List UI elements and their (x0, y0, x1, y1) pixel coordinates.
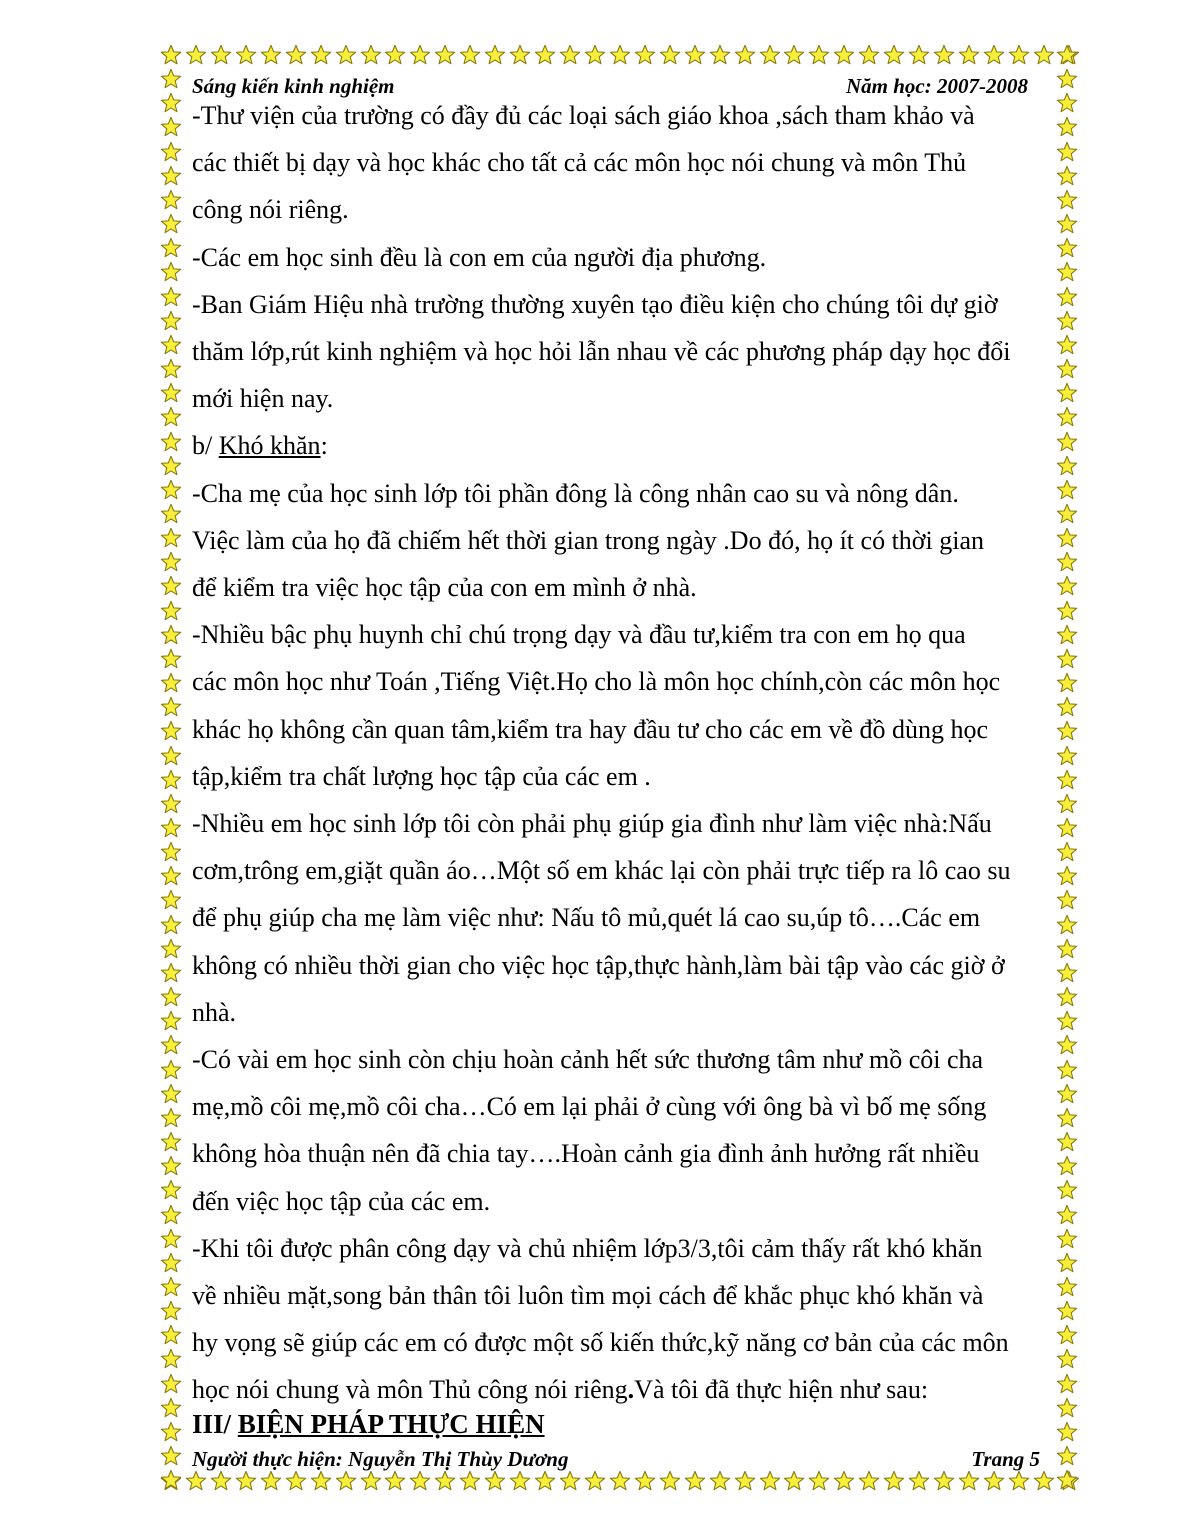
star-icon (983, 44, 1005, 66)
star-icon (160, 986, 182, 1008)
star-icon (160, 841, 182, 863)
star-icon (659, 44, 681, 66)
star-icon (160, 44, 182, 66)
text-line: -Có vài em học sinh còn chịu hoàn cảnh hết sức thương tâm như mồ côi cha (192, 1045, 984, 1075)
star-icon (160, 745, 182, 767)
star-icon (1056, 1445, 1078, 1467)
star-icon (160, 1421, 182, 1443)
star-icon (260, 44, 282, 66)
star-icon (684, 44, 706, 66)
text-line: -Cha mẹ của học sinh lớp tôi phần đông là công nhân cao su và nông dân. (192, 478, 959, 508)
star-icon (958, 44, 980, 66)
star-icon (160, 1373, 182, 1395)
star-icon (634, 44, 656, 66)
star-icon (160, 165, 182, 187)
star-icon (160, 1059, 182, 1081)
star-icon (160, 962, 182, 984)
text-line: đến việc học tập của các em. (192, 1186, 491, 1216)
star-icon (160, 551, 182, 573)
star-icon (160, 1348, 182, 1370)
star-icon (709, 44, 731, 66)
paragraph-block-advantages (192, 92, 1062, 422)
star-icon (160, 817, 182, 839)
star-icon (160, 865, 182, 887)
star-icon (160, 1397, 182, 1419)
star-icon (609, 44, 631, 66)
star-icon (1008, 44, 1030, 66)
text-line: để phụ giúp cha mẹ làm việc như: Nấu tô mủ,quét lá cao su,úp tô….Các em (192, 903, 981, 933)
text-line: cơm,trông em,giặt quần áo…Một số em khác lại còn phải trực tiếp ra lô cao su (192, 856, 1011, 886)
text-line: -Khi tôi được phân công dạy và chủ nhiệm lớp3/3,tôi cảm thấy rất khó khăn (192, 1233, 983, 1263)
star-icon (734, 44, 756, 66)
star-icon (160, 793, 182, 815)
star-icon (160, 648, 182, 670)
star-icon (459, 44, 481, 66)
star-icon (235, 44, 257, 66)
star-icon (160, 1445, 182, 1467)
star-icon (160, 141, 182, 163)
text-line: mới hiện nay. (192, 384, 334, 414)
section-title: BIỆN PHÁP THỰC HIỆN (237, 1409, 545, 1439)
subheading-label: Khó khăn (218, 431, 321, 461)
star-icon (160, 600, 182, 622)
paragraph-block-difficulties (192, 470, 1062, 1414)
star-icon (1033, 44, 1055, 66)
star-icon (759, 44, 781, 66)
star-icon (160, 116, 182, 138)
star-icon (160, 914, 182, 936)
star-icon (160, 1252, 182, 1274)
text-line: nhà. (192, 997, 237, 1027)
star-icon (808, 44, 830, 66)
star-icon (160, 286, 182, 308)
star-icon (559, 44, 581, 66)
star-icon (335, 44, 357, 66)
star-icon (160, 1276, 182, 1298)
text-line: -Thư viện của trường có đầy đủ các loại sách giáo khoa ,sách tham khảo và (192, 101, 975, 130)
star-icon (160, 1107, 182, 1129)
star-icon (160, 672, 182, 694)
star-icon (160, 1204, 182, 1226)
star-icon (160, 1010, 182, 1032)
star-icon (160, 624, 182, 646)
document-body (192, 92, 1062, 1414)
star-icon (484, 44, 506, 66)
subheading-difficulties: b/ Khó khăn: (192, 431, 328, 461)
text-line: khác họ không cần quan tâm,kiểm tra hay đầu tư cho các em về đồ dùng học (192, 714, 988, 744)
star-icon (160, 575, 182, 597)
star-icon (160, 1083, 182, 1105)
star-icon (409, 44, 431, 66)
star-icon (783, 44, 805, 66)
text-line: các môn học như Toán ,Tiếng Việt.Họ cho là môn học chính,còn các môn học (192, 667, 1001, 697)
star-icon (160, 431, 182, 453)
star-icon (933, 44, 955, 66)
text-line: các thiết bị dạy và học khác cho tất cả các môn học nói chung và môn Thủ (192, 148, 967, 178)
star-border-left (160, 44, 186, 1492)
star-icon (160, 358, 182, 380)
star-icon (160, 237, 182, 259)
star-icon (160, 1300, 182, 1322)
star-icon (160, 189, 182, 211)
text-line: hy vọng sẽ giúp các em có được một số kiến thức,kỹ năng cơ bản của các môn (192, 1328, 1009, 1358)
text-line: không có nhiều thời gian cho việc học tập,thực hành,làm bài tập vào các giờ ở (192, 950, 1005, 980)
star-icon (160, 938, 182, 960)
star-icon (360, 44, 382, 66)
section-heading: III/ BIỆN PHÁP THỰC HIỆN (192, 1409, 545, 1439)
star-icon (160, 261, 182, 283)
text-line: không hòa thuận nên đã chia tay….Hoàn cảnh gia đình ảnh hưởng rất nhiều (192, 1139, 980, 1169)
star-icon (1056, 1469, 1078, 1491)
star-icon (160, 503, 182, 525)
star-icon (160, 92, 182, 114)
star-border-top (160, 44, 1080, 70)
text-line: tập,kiểm tra chất lượng học tập của các em . (192, 761, 651, 791)
star-icon (434, 44, 456, 66)
text-line: về nhiều mặt,song bản thân tôi luôn tìm mọi cách để khắc phục khó khăn và (192, 1281, 984, 1311)
header-title: Sáng kiến kinh nghiệm (192, 73, 395, 98)
text-line: -Nhiều bậc phụ huynh chỉ chú trọng dạy và đầu tư,kiểm tra con em họ qua (192, 620, 966, 650)
star-icon (160, 455, 182, 477)
star-icon (160, 1131, 182, 1153)
text-line: để kiểm tra việc học tập của con em mình ở nhà. (192, 573, 697, 603)
star-icon (833, 44, 855, 66)
star-icon (160, 1155, 182, 1177)
star-icon (310, 44, 332, 66)
star-icon (534, 44, 556, 66)
text-line: -Ban Giám Hiệu nhà trường thường xuyên tạo điều kiện cho chúng tôi dự giờ (192, 289, 998, 319)
star-icon (908, 44, 930, 66)
footer-page-number: Trang 5 (971, 1446, 1040, 1471)
text-line: công nói riêng. (192, 195, 349, 225)
star-icon (160, 720, 182, 742)
star-icon (160, 527, 182, 549)
star-icon (858, 44, 880, 66)
star-icon (160, 696, 182, 718)
star-icon (160, 769, 182, 791)
star-icon (210, 44, 232, 66)
text-line: -Các em học sinh đều là con em của người địa phương. (192, 242, 767, 272)
star-icon (160, 334, 182, 356)
text-line: mẹ,mồ côi mẹ,mồ côi cha…Có em lại phải ở cùng với ông bà vì bố mẹ sống (192, 1092, 987, 1122)
header-school-year: Năm học: 2007-2008 (846, 73, 1028, 98)
star-icon (160, 1324, 182, 1346)
text-line-last: học nói chung và môn Thủ công nói riêng.Và tôi đã thực hiện như sau: (192, 1375, 929, 1405)
star-icon (160, 382, 182, 404)
star-icon (883, 44, 905, 66)
star-icon (1056, 68, 1078, 90)
star-icon (160, 889, 182, 911)
footer-author: Người thực hiện: Nguyễn Thị Thùy Dương (192, 1446, 569, 1471)
page-footer (192, 1444, 1040, 1474)
text-line: thăm lớp,rút kinh nghiệm và học hỏi lẫn nhau về các phương pháp dạy học đổi (192, 337, 1011, 367)
star-icon (160, 1034, 182, 1056)
star-icon (160, 213, 182, 235)
star-icon (160, 1228, 182, 1250)
text-line: -Nhiều em học sinh lớp tôi còn phải phụ giúp gia đình như làm việc nhà:Nấu (192, 809, 992, 839)
star-icon (285, 44, 307, 66)
star-icon (160, 479, 182, 501)
text-line: Việc làm của họ đã chiếm hết thời gian trong ngày .Do đó, họ ít có thời gian (192, 525, 985, 555)
star-icon (384, 44, 406, 66)
star-icon (160, 1469, 182, 1491)
star-icon (584, 44, 606, 66)
star-icon (509, 44, 531, 66)
star-icon (160, 68, 182, 90)
star-icon (160, 310, 182, 332)
star-icon (160, 406, 182, 428)
star-icon (160, 1179, 182, 1201)
star-icon (1056, 44, 1078, 66)
star-icon (185, 44, 207, 66)
star-icon (1056, 1421, 1078, 1443)
